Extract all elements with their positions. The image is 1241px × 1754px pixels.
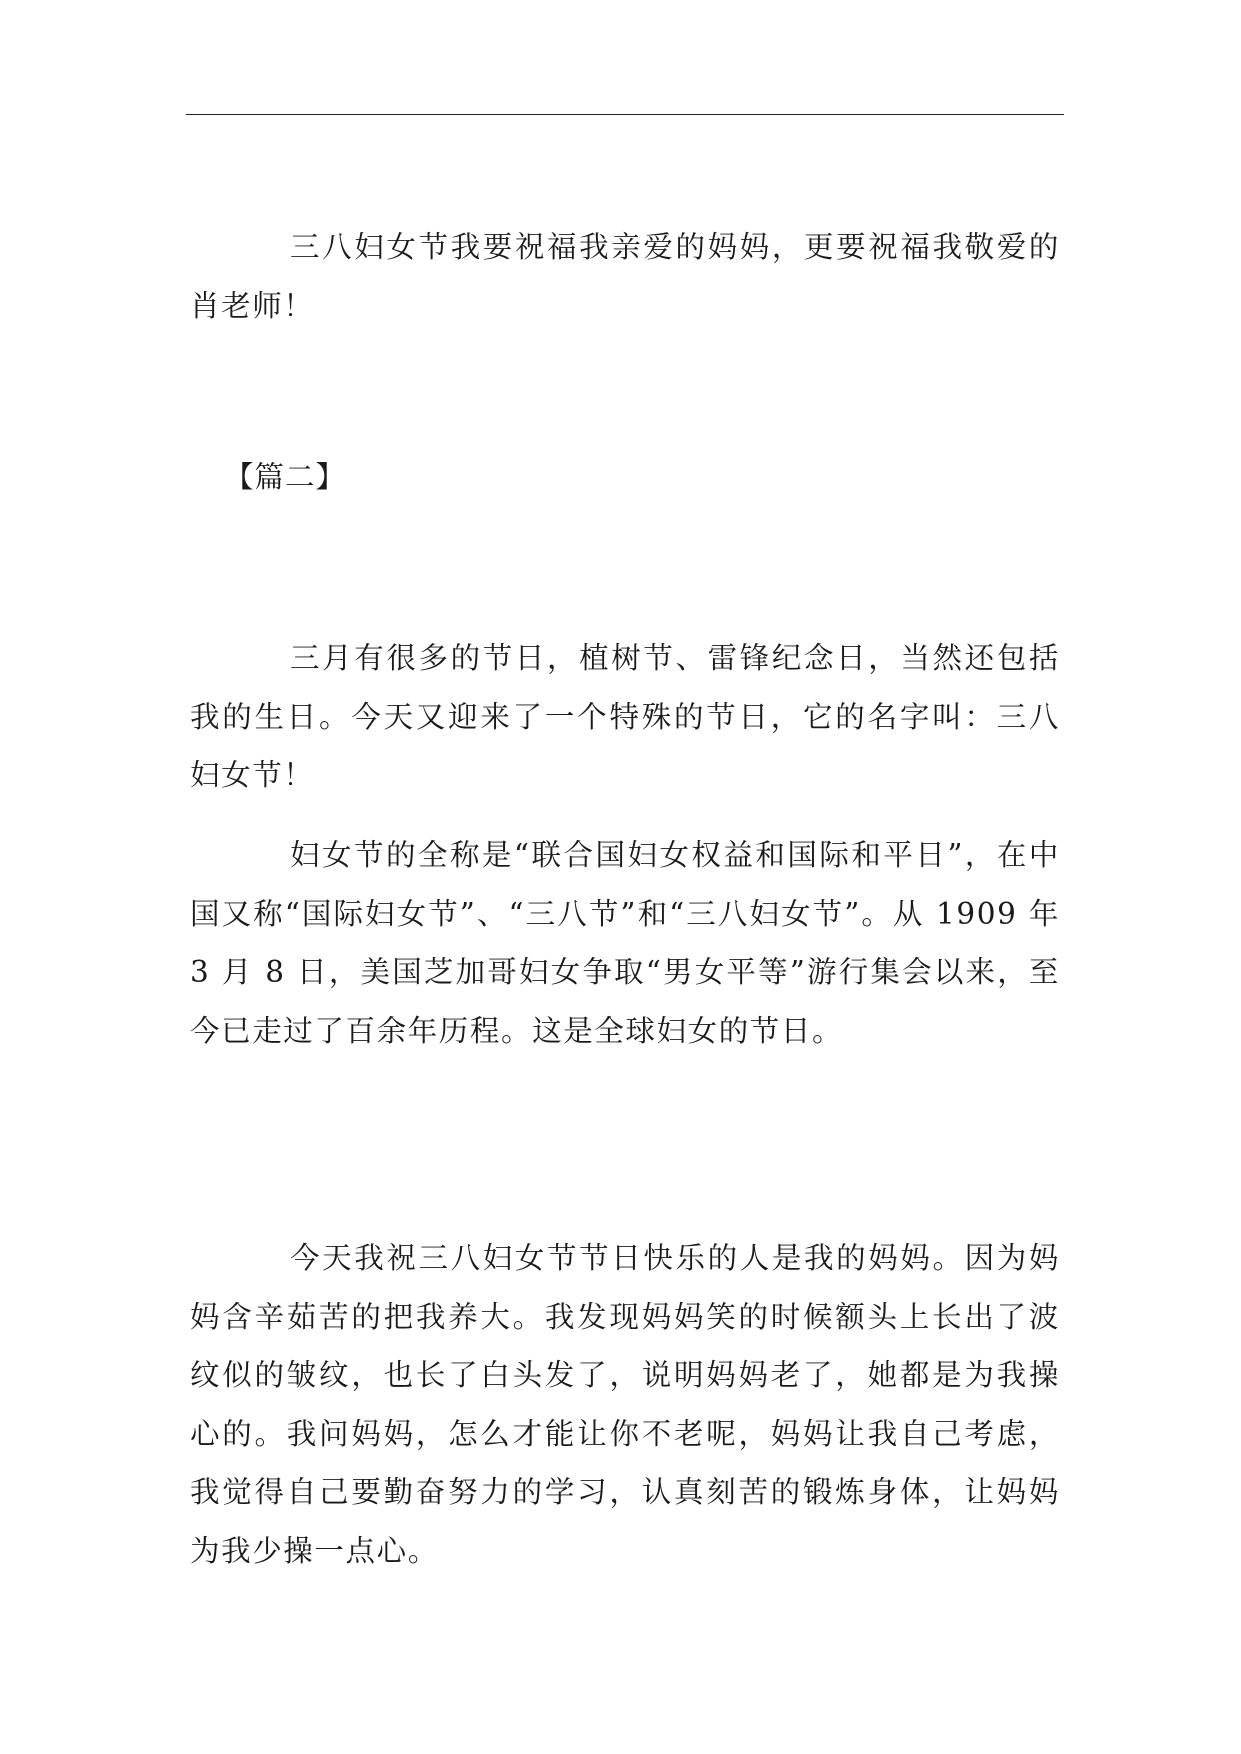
header-rule xyxy=(186,114,1064,115)
section-heading: 【篇二】 xyxy=(224,460,347,494)
paragraph-womens-day-history: 妇女节的全称是“联合国妇女权益和国际和平日”，在中国又称“国际妇女节”、“三八节”和“三八妇女节”。从 1909 年 3 月 8 日，美国芝加哥妇女争取“男女平等”游行集会以来，至今已走过了百余年历程。这是全球妇女的节日。 xyxy=(190,838,1060,1048)
paragraph-march-holidays: 三月有很多的节日，植树节、雷锋纪念日，当然还包括我的生日。今天又迎来了一个特殊的节日，它的名字叫：三八妇女节！ xyxy=(190,641,1060,792)
paragraph-mother: 今天我祝三八妇女节节日快乐的人是我的妈妈。因为妈妈含辛茹苦的把我养大。我发现妈妈笑的时候额头上长出了波纹似的皱纹，也长了白头发了，说明妈妈老了，她都是为我操心的。我问妈妈，怎么才能让你不老呢，妈妈让我自己考虑，我觉得自己要勤奋努力的学习，认真刻苦的锻炼身体，让妈妈为我少操一点心。 xyxy=(190,1241,1060,1568)
paragraph-intro: 三八妇女节我要祝福我亲爱的妈妈，更要祝福我敬爱的肖老师！ xyxy=(190,230,1060,323)
